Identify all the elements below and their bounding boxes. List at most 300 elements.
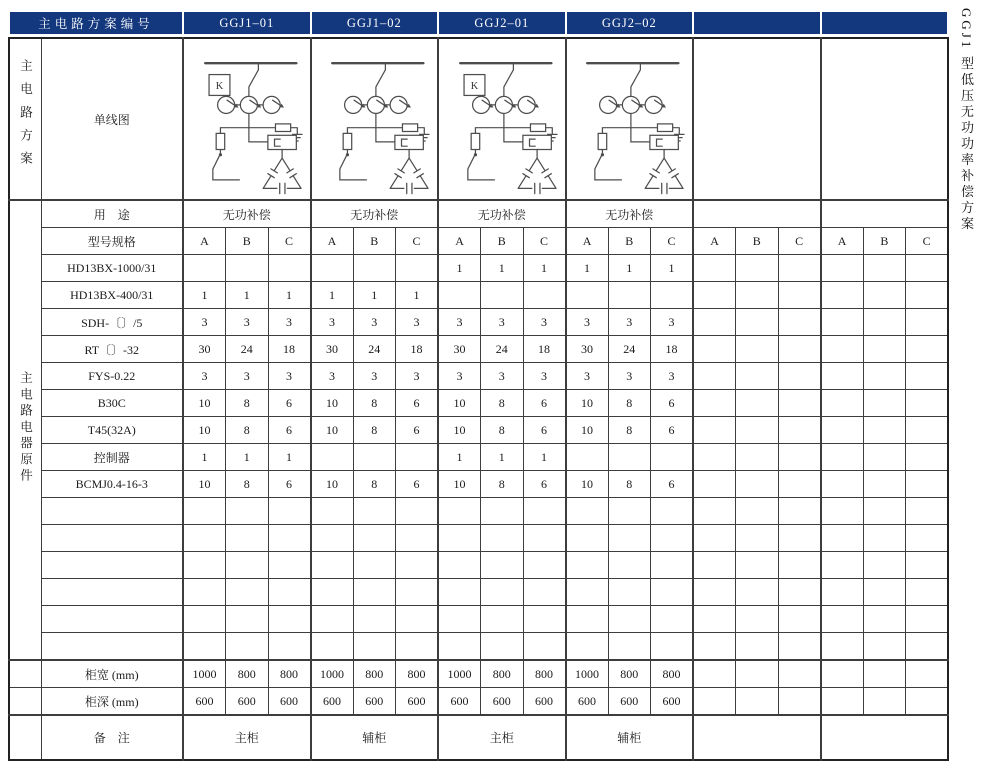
component-model-label: RT〔〕-32 xyxy=(41,336,183,363)
quantity-cell xyxy=(736,390,779,417)
quantity-cell xyxy=(311,498,354,525)
quantity-cell: 6 xyxy=(651,417,694,444)
quantity-cell xyxy=(183,579,226,606)
quantity-cell xyxy=(693,498,736,525)
quantity-cell xyxy=(396,498,439,525)
quantity-cell xyxy=(736,336,779,363)
section-label-diagram xyxy=(9,38,41,200)
size-value xyxy=(906,688,949,716)
quantity-cell xyxy=(353,633,396,661)
quantity-cell: 30 xyxy=(438,336,481,363)
quantity-cell: 30 xyxy=(311,336,354,363)
component-model-label xyxy=(41,552,183,579)
quantity-cell: 8 xyxy=(608,417,651,444)
quantity-cell: 1 xyxy=(268,444,311,471)
quantity-cell xyxy=(736,309,779,336)
component-model-label xyxy=(41,498,183,525)
quantity-cell xyxy=(651,606,694,633)
quantity-cell xyxy=(268,579,311,606)
phase-column-header: C xyxy=(523,228,566,255)
component-model-label: FYS-0.22 xyxy=(41,363,183,390)
quantity-cell xyxy=(821,336,864,363)
quantity-cell: 3 xyxy=(523,309,566,336)
quantity-cell xyxy=(693,579,736,606)
remark-value: 辅柜 xyxy=(311,715,439,760)
size-value xyxy=(821,660,864,688)
left-spacer-cell xyxy=(9,688,41,716)
quantity-cell xyxy=(566,282,609,309)
quantity-cell xyxy=(778,390,821,417)
quantity-cell xyxy=(778,255,821,282)
spec-header-label: 型号规格 xyxy=(41,228,183,255)
quantity-cell xyxy=(778,444,821,471)
scheme-header-table xyxy=(8,10,949,36)
quantity-cell xyxy=(906,579,949,606)
quantity-cell xyxy=(396,552,439,579)
quantity-cell: 3 xyxy=(226,363,269,390)
quantity-cell xyxy=(268,606,311,633)
phase-column-header: C xyxy=(651,228,694,255)
spec-grid-table xyxy=(8,37,949,761)
quantity-cell xyxy=(353,552,396,579)
quantity-cell xyxy=(778,498,821,525)
quantity-cell xyxy=(268,633,311,661)
usage-value: 无功补偿 xyxy=(438,200,566,228)
phase-column-header: B xyxy=(863,228,906,255)
quantity-cell xyxy=(778,606,821,633)
quantity-cell xyxy=(481,552,524,579)
quantity-cell xyxy=(523,282,566,309)
fuse-switch-branch xyxy=(213,128,249,180)
section-label-components-text: 主电路电器原件 xyxy=(18,371,33,485)
quantity-cell xyxy=(821,606,864,633)
quantity-cell: 3 xyxy=(396,363,439,390)
quantity-cell xyxy=(736,417,779,444)
quantity-cell: 1 xyxy=(183,282,226,309)
single-line-diagram xyxy=(311,38,439,200)
quantity-cell: 3 xyxy=(268,309,311,336)
quantity-cell xyxy=(226,498,269,525)
quantity-cell xyxy=(226,525,269,552)
section-label-components xyxy=(9,200,41,660)
fuse xyxy=(658,124,673,132)
quantity-cell xyxy=(906,552,949,579)
quantity-cell: 1 xyxy=(481,255,524,282)
quantity-cell xyxy=(863,552,906,579)
remark-value: 辅柜 xyxy=(566,715,694,760)
remark-value: 主柜 xyxy=(183,715,311,760)
quantity-cell: 1 xyxy=(651,255,694,282)
remark-value xyxy=(821,715,949,760)
quantity-cell: 8 xyxy=(608,471,651,498)
quantity-cell xyxy=(566,525,609,552)
quantity-cell xyxy=(651,282,694,309)
quantity-cell xyxy=(396,579,439,606)
quantity-cell xyxy=(736,282,779,309)
svg-text:K: K xyxy=(470,80,479,92)
quantity-cell: 8 xyxy=(353,417,396,444)
quantity-cell: 3 xyxy=(608,309,651,336)
fuse xyxy=(275,124,290,132)
quantity-cell xyxy=(311,552,354,579)
quantity-cell: 6 xyxy=(268,471,311,498)
quantity-cell: 3 xyxy=(438,363,481,390)
quantity-cell: 8 xyxy=(481,390,524,417)
usage-value: 无功补偿 xyxy=(183,200,311,228)
single-line-diagram xyxy=(438,38,566,200)
quantity-cell xyxy=(906,255,949,282)
size-value xyxy=(863,688,906,716)
fuse-switch-branch xyxy=(595,128,631,180)
quantity-cell xyxy=(226,633,269,661)
quantity-cell xyxy=(778,363,821,390)
quantity-cell xyxy=(311,633,354,661)
size-value xyxy=(778,660,821,688)
size-value: 1000 xyxy=(183,660,226,688)
quantity-cell xyxy=(651,525,694,552)
quantity-cell xyxy=(693,552,736,579)
controller-box xyxy=(464,75,485,96)
quantity-cell: 8 xyxy=(353,390,396,417)
quantity-cell xyxy=(693,390,736,417)
quantity-cell: 10 xyxy=(183,417,226,444)
quantity-cell: 8 xyxy=(226,390,269,417)
scheme-header: GGJ1–02 xyxy=(311,11,439,35)
quantity-cell xyxy=(863,444,906,471)
size-value: 1000 xyxy=(311,660,354,688)
quantity-cell xyxy=(863,633,906,661)
quantity-cell xyxy=(438,552,481,579)
quantity-cell xyxy=(821,579,864,606)
size-value: 600 xyxy=(183,688,226,716)
quantity-cell: 1 xyxy=(438,255,481,282)
current-transformers xyxy=(600,96,666,113)
quantity-cell: 3 xyxy=(311,363,354,390)
single-line-diagram-svg xyxy=(186,48,308,196)
size-value: 1000 xyxy=(438,660,481,688)
current-transformers xyxy=(472,96,538,113)
quantity-cell xyxy=(693,606,736,633)
size-value: 600 xyxy=(396,688,439,716)
quantity-cell xyxy=(693,336,736,363)
quantity-cell xyxy=(481,498,524,525)
quantity-cell xyxy=(863,525,906,552)
capacitor-delta xyxy=(518,158,556,194)
quantity-cell xyxy=(736,471,779,498)
quantity-cell xyxy=(183,525,226,552)
fuse xyxy=(530,124,545,132)
quantity-cell xyxy=(863,390,906,417)
quantity-cell xyxy=(438,525,481,552)
phase-column-header: A xyxy=(821,228,864,255)
quantity-cell xyxy=(778,471,821,498)
quantity-cell xyxy=(821,309,864,336)
component-model-label: B30C xyxy=(41,390,183,417)
quantity-cell: 1 xyxy=(226,282,269,309)
quantity-cell: 3 xyxy=(608,363,651,390)
quantity-cell: 1 xyxy=(268,282,311,309)
quantity-cell: 30 xyxy=(183,336,226,363)
isolator-switch xyxy=(504,63,513,96)
quantity-cell: 8 xyxy=(481,417,524,444)
quantity-cell xyxy=(863,282,906,309)
quantity-cell: 10 xyxy=(566,471,609,498)
quantity-cell xyxy=(311,606,354,633)
quantity-cell xyxy=(396,606,439,633)
size-value: 800 xyxy=(481,660,524,688)
usage-row-label: 用 途 xyxy=(41,200,183,228)
quantity-cell xyxy=(736,498,779,525)
quantity-cell: 1 xyxy=(481,444,524,471)
quantity-cell xyxy=(736,579,779,606)
quantity-cell xyxy=(906,417,949,444)
quantity-cell xyxy=(608,579,651,606)
quantity-cell xyxy=(906,606,949,633)
fuse xyxy=(216,133,225,149)
quantity-cell: 1 xyxy=(396,282,439,309)
quantity-cell: 24 xyxy=(226,336,269,363)
quantity-cell: 3 xyxy=(268,363,311,390)
quantity-cell xyxy=(778,552,821,579)
quantity-cell xyxy=(693,471,736,498)
quantity-cell: 3 xyxy=(481,309,524,336)
side-title: GGJ1 型低压无功功率补偿方案 xyxy=(959,8,974,233)
quantity-cell xyxy=(821,417,864,444)
quantity-cell: 3 xyxy=(353,363,396,390)
spec-table-wrap xyxy=(8,10,948,761)
quantity-cell xyxy=(863,579,906,606)
quantity-cell xyxy=(183,606,226,633)
quantity-cell xyxy=(311,255,354,282)
component-model-label: SDH-〔〕/5 xyxy=(41,309,183,336)
quantity-cell xyxy=(566,606,609,633)
quantity-cell xyxy=(438,498,481,525)
quantity-cell xyxy=(736,525,779,552)
quantity-cell xyxy=(651,498,694,525)
quantity-cell xyxy=(268,552,311,579)
size-value: 1000 xyxy=(566,660,609,688)
quantity-cell: 3 xyxy=(438,309,481,336)
quantity-cell: 8 xyxy=(226,417,269,444)
quantity-cell xyxy=(693,444,736,471)
quantity-cell xyxy=(778,525,821,552)
size-row-label: 柜深 (mm) xyxy=(41,688,183,716)
quantity-cell xyxy=(736,552,779,579)
phase-column-header: B xyxy=(226,228,269,255)
quantity-cell xyxy=(778,579,821,606)
phase-column-header: A xyxy=(311,228,354,255)
fuse xyxy=(471,133,480,149)
quantity-cell xyxy=(353,255,396,282)
size-value: 600 xyxy=(268,688,311,716)
size-value: 600 xyxy=(566,688,609,716)
quantity-cell xyxy=(693,309,736,336)
quantity-cell xyxy=(736,444,779,471)
quantity-cell xyxy=(183,255,226,282)
quantity-cell xyxy=(353,579,396,606)
quantity-cell: 1 xyxy=(523,255,566,282)
quantity-cell xyxy=(821,633,864,661)
quantity-cell xyxy=(906,336,949,363)
size-value xyxy=(693,660,736,688)
quantity-cell xyxy=(481,633,524,661)
quantity-cell xyxy=(311,444,354,471)
quantity-cell xyxy=(693,282,736,309)
fuse xyxy=(343,133,352,149)
component-model-label: HD13BX-400/31 xyxy=(41,282,183,309)
quantity-cell xyxy=(183,633,226,661)
quantity-cell: 6 xyxy=(523,417,566,444)
quantity-cell xyxy=(566,498,609,525)
quantity-cell xyxy=(778,417,821,444)
quantity-cell xyxy=(353,525,396,552)
quantity-cell: 3 xyxy=(311,309,354,336)
capacitor-delta xyxy=(390,158,428,194)
phase-column-header: B xyxy=(353,228,396,255)
quantity-cell xyxy=(863,606,906,633)
single-line-diagram-svg xyxy=(568,48,690,196)
quantity-cell xyxy=(438,282,481,309)
size-value: 600 xyxy=(651,688,694,716)
size-value xyxy=(736,688,779,716)
quantity-cell: 6 xyxy=(523,390,566,417)
quantity-cell: 3 xyxy=(183,309,226,336)
size-value: 600 xyxy=(226,688,269,716)
size-value: 800 xyxy=(268,660,311,688)
quantity-cell xyxy=(906,444,949,471)
quantity-cell xyxy=(481,606,524,633)
left-spacer-cell xyxy=(9,715,41,760)
quantity-cell xyxy=(906,525,949,552)
left-spacer-cell xyxy=(9,660,41,688)
single-line-diagram xyxy=(183,38,311,200)
quantity-cell: 1 xyxy=(226,444,269,471)
size-value xyxy=(736,660,779,688)
quantity-cell xyxy=(608,525,651,552)
quantity-cell: 10 xyxy=(311,390,354,417)
quantity-cell: 1 xyxy=(523,444,566,471)
quantity-cell: 6 xyxy=(396,471,439,498)
quantity-cell xyxy=(651,552,694,579)
quantity-cell xyxy=(863,498,906,525)
size-value xyxy=(821,688,864,716)
quantity-cell xyxy=(821,390,864,417)
quantity-cell xyxy=(821,363,864,390)
component-model-label: T45(32A) xyxy=(41,417,183,444)
quantity-cell xyxy=(268,525,311,552)
current-transformers xyxy=(345,96,411,113)
quantity-cell: 1 xyxy=(311,282,354,309)
single-line-diagram xyxy=(566,38,694,200)
quantity-cell xyxy=(778,633,821,661)
capacitor-delta xyxy=(645,158,683,194)
quantity-cell xyxy=(693,363,736,390)
size-value: 800 xyxy=(353,660,396,688)
quantity-cell xyxy=(608,633,651,661)
quantity-cell: 8 xyxy=(481,471,524,498)
quantity-cell xyxy=(608,444,651,471)
quantity-cell xyxy=(183,498,226,525)
quantity-cell xyxy=(906,363,949,390)
quantity-cell xyxy=(906,633,949,661)
size-value: 600 xyxy=(311,688,354,716)
quantity-cell: 6 xyxy=(268,417,311,444)
fuse-switch-branch xyxy=(340,128,376,180)
quantity-cell xyxy=(438,633,481,661)
quantity-cell: 3 xyxy=(523,363,566,390)
quantity-cell xyxy=(268,498,311,525)
contactor xyxy=(249,128,296,158)
current-transformers xyxy=(217,96,283,113)
fuse-switch-branch xyxy=(468,128,504,180)
quantity-cell xyxy=(226,255,269,282)
quantity-cell: 18 xyxy=(396,336,439,363)
size-value xyxy=(693,688,736,716)
quantity-cell: 3 xyxy=(226,309,269,336)
svg-text:K: K xyxy=(215,80,224,92)
quantity-cell: 18 xyxy=(651,336,694,363)
phase-column-header: B xyxy=(481,228,524,255)
size-value xyxy=(863,660,906,688)
quantity-cell xyxy=(608,552,651,579)
quantity-cell xyxy=(353,498,396,525)
component-model-label: HD13BX-1000/31 xyxy=(41,255,183,282)
quantity-cell xyxy=(651,633,694,661)
quantity-cell xyxy=(863,417,906,444)
phase-column-header: A xyxy=(438,228,481,255)
quantity-cell xyxy=(778,309,821,336)
phase-column-header: C xyxy=(396,228,439,255)
quantity-cell: 6 xyxy=(651,390,694,417)
quantity-cell: 3 xyxy=(566,363,609,390)
quantity-cell xyxy=(906,471,949,498)
quantity-cell: 6 xyxy=(523,471,566,498)
quantity-cell xyxy=(821,525,864,552)
quantity-cell: 6 xyxy=(268,390,311,417)
contactor xyxy=(376,128,423,158)
quantity-cell: 10 xyxy=(311,471,354,498)
component-model-label xyxy=(41,606,183,633)
fuse xyxy=(403,124,418,132)
quantity-cell xyxy=(608,282,651,309)
quantity-cell xyxy=(566,552,609,579)
size-value: 600 xyxy=(353,688,396,716)
quantity-cell xyxy=(481,525,524,552)
contactor xyxy=(504,128,551,158)
size-value: 600 xyxy=(438,688,481,716)
quantity-cell: 18 xyxy=(268,336,311,363)
remark-value xyxy=(693,715,821,760)
quantity-cell: 6 xyxy=(396,390,439,417)
quantity-cell xyxy=(438,579,481,606)
quantity-cell: 6 xyxy=(651,471,694,498)
quantity-cell: 10 xyxy=(183,471,226,498)
usage-value xyxy=(693,200,821,228)
scheme-header: GGJ2–01 xyxy=(438,11,566,35)
quantity-cell: 1 xyxy=(353,282,396,309)
quantity-cell: 10 xyxy=(438,390,481,417)
quantity-cell: 3 xyxy=(481,363,524,390)
quantity-cell xyxy=(311,579,354,606)
isolator-switch xyxy=(249,63,258,96)
phase-column-header: C xyxy=(778,228,821,255)
quantity-cell xyxy=(481,579,524,606)
section-label-diagram-text: 主电路方案 xyxy=(18,59,33,175)
quantity-cell: 24 xyxy=(481,336,524,363)
quantity-cell xyxy=(311,525,354,552)
scheme-header: GGJ1–01 xyxy=(183,11,311,35)
quantity-cell: 1 xyxy=(566,255,609,282)
